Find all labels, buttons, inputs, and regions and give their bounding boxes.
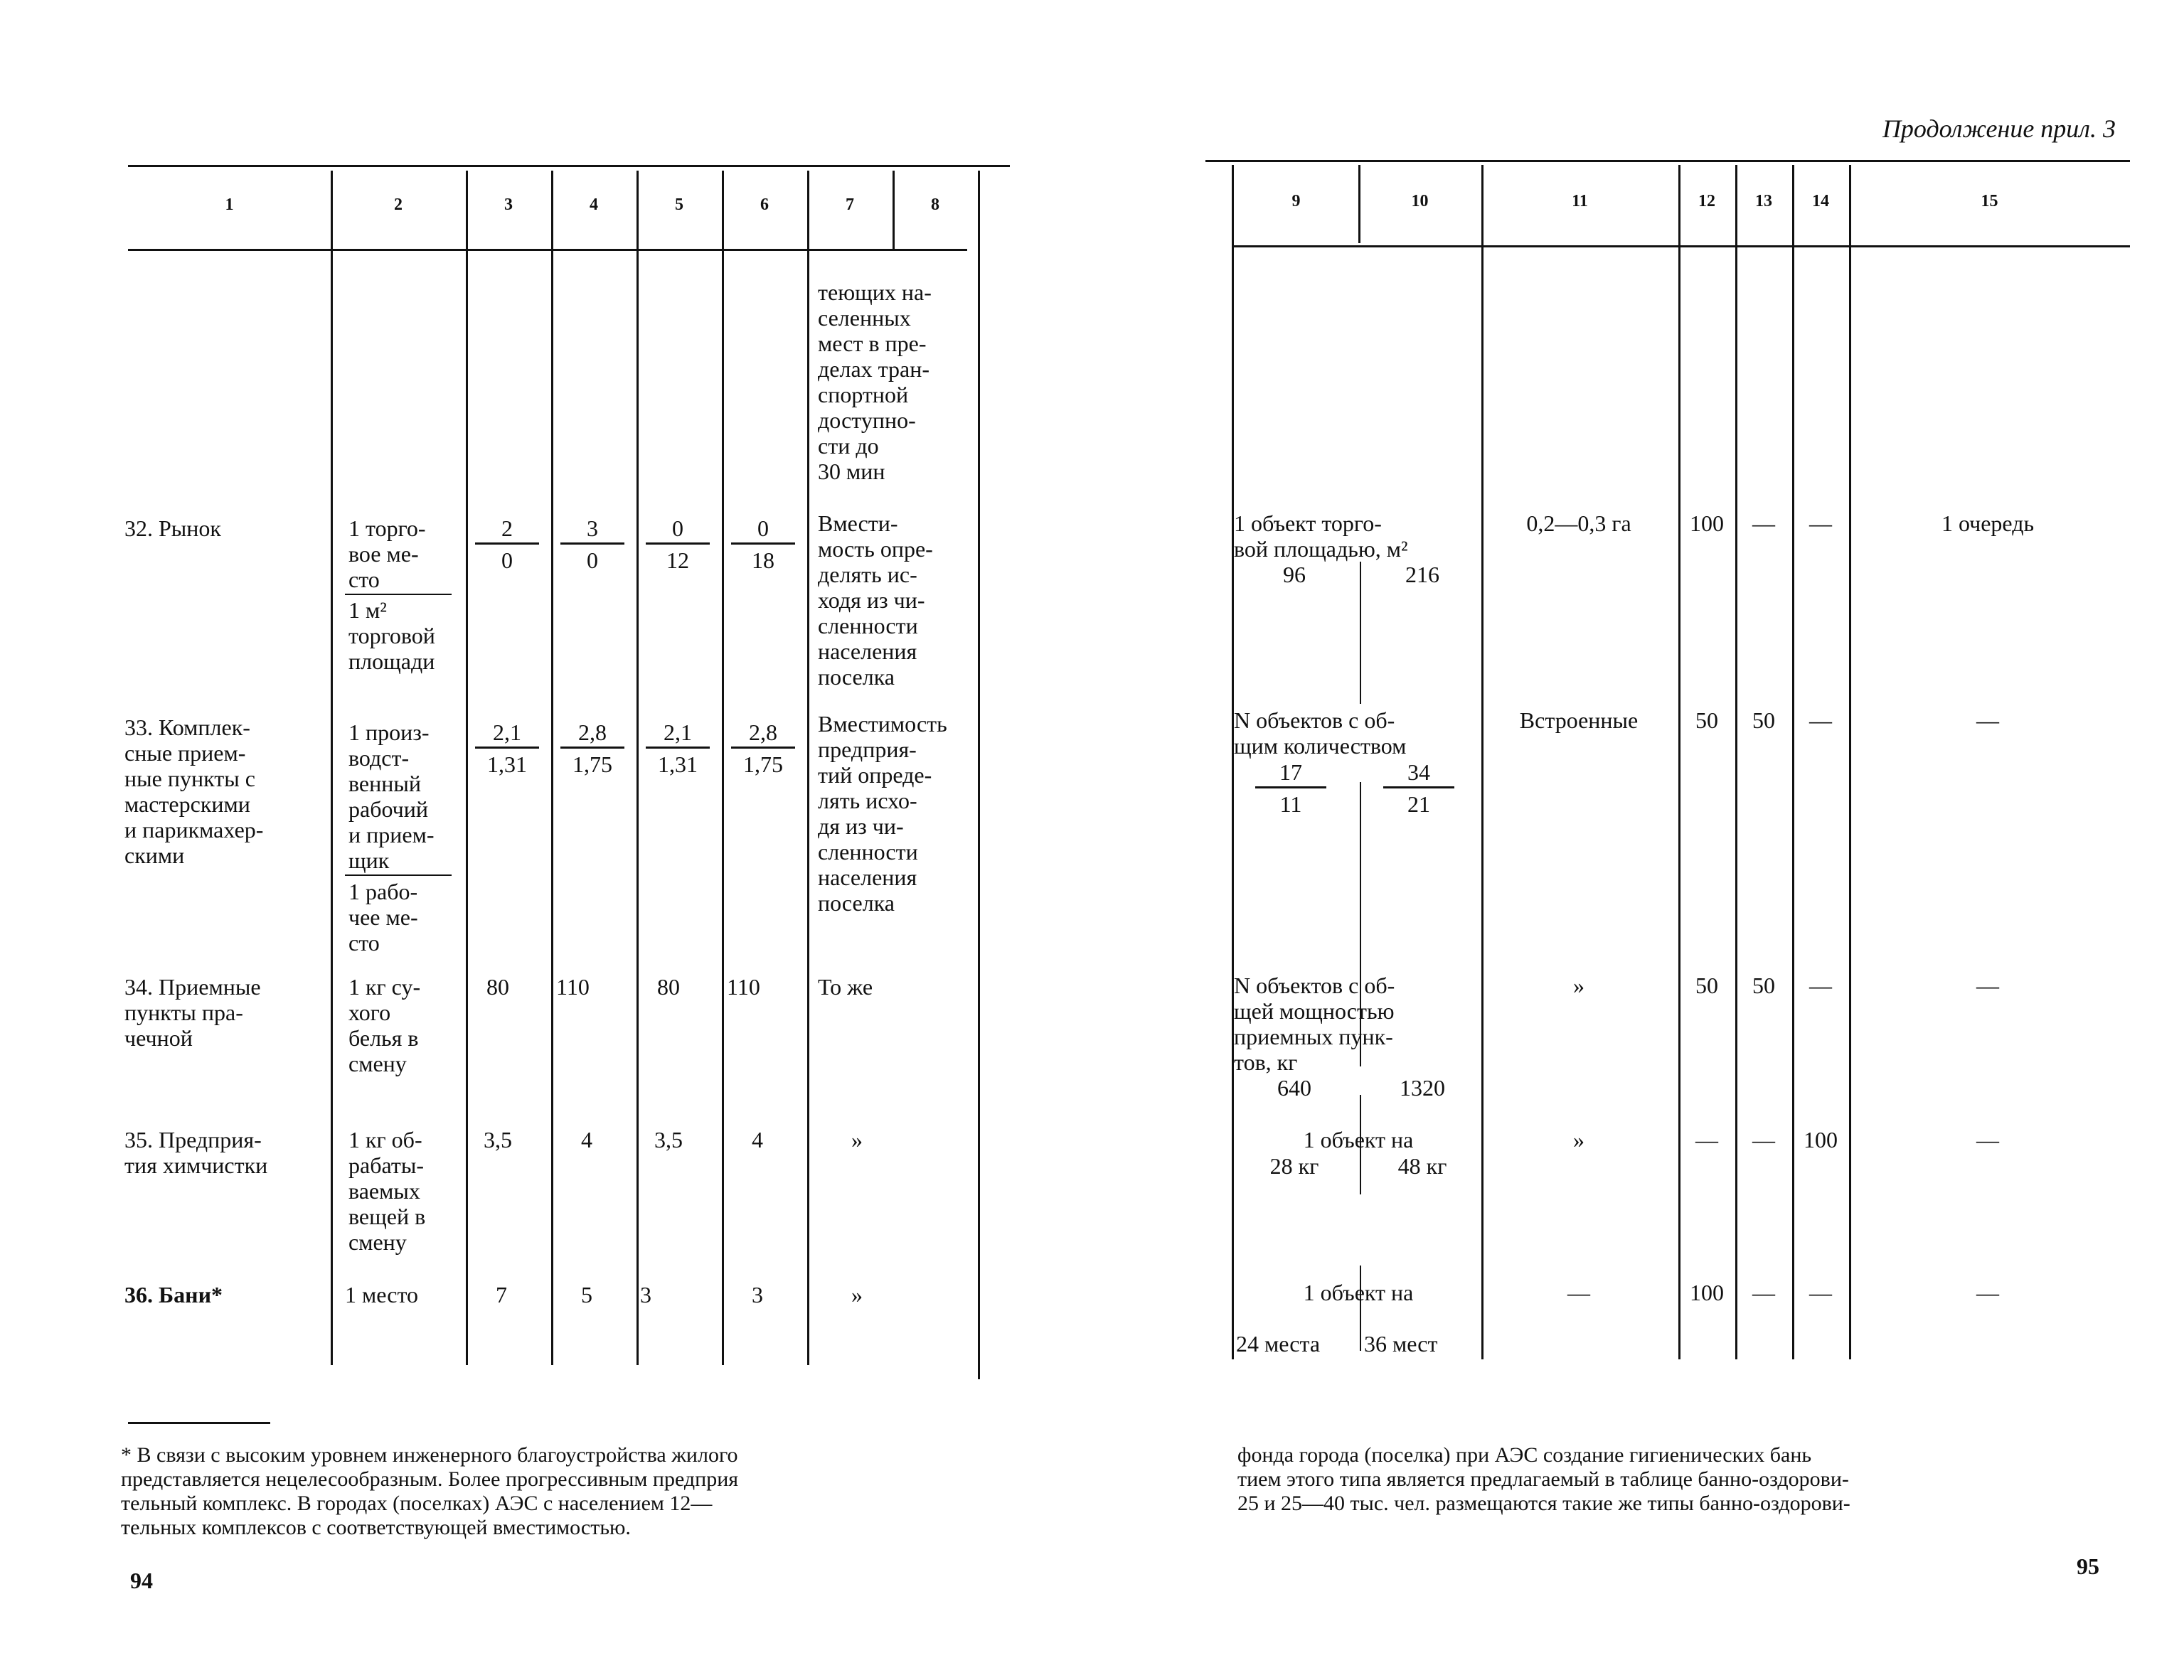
fraction-denominator: 11 [1279,791,1302,817]
fraction-denominator: 0 [501,547,513,573]
fraction-numerator: 2,8 [560,719,624,749]
row-35-unit: 1 кг об- рабаты- ваемых вещей в смену [348,1127,426,1255]
row-32-c9: 96 [1283,562,1306,587]
fraction-numerator: 2 [475,515,539,545]
row-36-c5: 3 [640,1282,651,1307]
row-33-c15: — [1976,707,1999,733]
col-rule [1849,165,1851,1359]
col-header-10: 10 [1411,192,1429,210]
row-35-c13: — [1752,1127,1775,1152]
table-top-rule [128,165,1010,167]
row-36-c9-10-head: 1 объект на [1303,1280,1414,1305]
row-36-c14: — [1809,1280,1832,1305]
row-33-unit-bottom: 1 рабо- чее ме- сто [348,879,418,956]
row-33-c5 [646,719,710,777]
col-header-4: 4 [590,196,598,214]
col-header-11: 11 [1572,192,1588,210]
row-32-c15: 1 очередь [1941,510,2035,536]
page-number: 95 [2077,1553,2099,1579]
row-33-c9-10-head: N объектов с об- щим количеством [1234,707,1407,759]
fraction-denominator: 1,75 [572,751,612,777]
fraction-denominator: 0 [587,547,598,573]
col-rule [1481,165,1483,1359]
fraction-numerator: 17 [1255,759,1326,788]
row-36-c15: — [1976,1280,1999,1305]
row-36-name: 36. Бани* [124,1282,223,1307]
row-32-unit-divider [345,594,452,595]
row-35-c5: 3,5 [654,1127,683,1152]
footnote: * В связи с высоким уровнем инженерного благоустройства жилого представляется нецелесообразным. Более прогрессивным предприя тельный комплекс. В городах (поселках) АЭС с населением 12— тельных комплексов с соответствующей вместимостью. [121,1443,739,1539]
row-34-c15: — [1976,973,1999,998]
col-rule [466,171,468,1365]
col-header-12: 12 [1698,192,1715,210]
col-header-14: 14 [1812,192,1829,210]
fraction-denominator: 1,31 [658,751,698,777]
footnote-rule [128,1422,270,1424]
row-32-c14: — [1809,510,1832,536]
col-header-15: 15 [1981,192,1998,210]
row-33-c14: — [1809,707,1832,733]
row-34-note: То же [818,974,873,1000]
footnote-continuation: фонда города (поселка) при АЭС создание гигиенических бань тием этого типа является предлагаемый в таблице банно-оздорови- 25 и 25—40 тыс. чел. размещаются такие же типы банно-оздорови- [1237,1443,1850,1515]
row-33-c4 [560,719,624,777]
col-rule [807,171,809,1365]
col-rule [1678,165,1680,1359]
row-32-unit-top: 1 торго- вое ме- сто [348,515,426,592]
col-rule [1232,165,1234,1359]
row-32-c9-10-head: 1 объект торго- вой площадью, м² [1234,510,1408,562]
row-34-c4: 110 [556,974,590,1000]
row-36-c9: 24 места [1236,1331,1321,1357]
fraction-numerator: 2,8 [731,719,795,749]
row-32-name: 32. Рынок [124,515,221,541]
row-36-unit: 1 место [345,1282,419,1307]
fraction-numerator: 2,1 [475,719,539,749]
col-header-8: 8 [931,196,939,214]
continuation-note: теющих на- селенных мест в пре- делах тран- спортной доступно- сти до 30 мин [818,279,932,484]
row-34-unit: 1 кг су- хого белья в смену [348,974,421,1076]
row-34-c5: 80 [657,974,680,1000]
col-header-9: 9 [1291,192,1301,210]
row-34-c6: 110 [727,974,760,1000]
col-header-3: 3 [504,196,513,214]
row-35-c6: 4 [752,1127,763,1152]
row-34-c9: 640 [1277,1075,1311,1101]
row-33-c12: 50 [1695,707,1718,733]
row-32-c4 [560,515,624,573]
fraction-numerator: 0 [731,515,795,545]
col-header-13: 13 [1755,192,1772,210]
row-33-name: 33. Комплек- сные прием- ные пункты с мастерскими и парикмахер- скими [124,715,264,868]
col-header-2: 2 [394,196,403,214]
row-34-c14: — [1809,973,1832,998]
row-32-c13: — [1752,510,1775,536]
continuation-caption: Продолжение прил. 3 [1882,114,2116,143]
fraction-numerator: 0 [646,515,710,545]
row-35-c12: — [1695,1127,1718,1152]
fraction-denominator: 12 [666,547,689,573]
row-33-unit-divider [345,874,452,876]
row-34-c13: 50 [1752,973,1775,998]
col-rule [331,171,333,1365]
row-36-c4: 5 [581,1282,592,1307]
col-rule [722,171,724,1365]
fraction-numerator: 34 [1383,759,1454,788]
row-33-c3 [475,719,539,777]
row-33-c13: 50 [1752,707,1775,733]
row-33-note: Вместимость предприя- тий опреде- лять исхо- дя из чи- сленности населения поселка [818,711,947,916]
page-number: 94 [130,1568,153,1593]
col-rule [636,171,639,1365]
row-32-note: Вмести- мость опре- делять ис- ходя из чи- сленности населения поселка [818,510,933,690]
col-header-7: 7 [846,196,854,214]
row-35-c14: 100 [1804,1127,1838,1152]
row-35-c9: 28 кг [1269,1153,1319,1179]
row-34-c3: 80 [486,974,509,1000]
col-rule [1792,165,1794,1359]
col-header-5: 5 [675,196,683,214]
row-35-c4: 4 [581,1127,592,1152]
row-32-c12: 100 [1690,510,1724,536]
row-35-name: 35. Предприя- тия химчистки [124,1127,268,1178]
row-36-note: » [851,1282,863,1307]
row-32-c3 [475,515,539,573]
row-33-c10 [1383,759,1454,817]
left-page [0,0,1053,1680]
fraction-numerator: 3 [560,515,624,545]
row-36-c13: — [1752,1280,1775,1305]
header-bottom-rule [1234,245,2130,247]
row-32-unit-bottom: 1 м² торговой площади [348,597,435,674]
row-33-c9 [1255,759,1326,817]
col-rule [551,171,553,1365]
row-33-c6 [731,719,795,777]
row-34-name: 34. Приемные пункты пра- чечной [124,974,261,1051]
row-34-c9-10-head: N объектов с об- щей мощностью приемных пунк- тов, кг [1234,973,1395,1075]
header-bottom-rule [128,249,967,251]
row-34-c11: » [1573,973,1584,998]
row-34-c12: 50 [1695,973,1718,998]
row-33-unit-top: 1 произ- водст- венный рабочий и прием- щик [348,719,435,873]
row-34-c10: 1320 [1400,1075,1445,1101]
row-32-c10: 216 [1405,562,1439,587]
row-35-c11: » [1573,1127,1584,1152]
fraction-denominator: 18 [752,547,774,573]
row-32-c6 [731,515,795,573]
row-35-note: » [851,1127,863,1152]
row-36-c10: 36 мест [1364,1331,1438,1357]
row-32-c5 [646,515,710,573]
fraction-denominator: 1,75 [743,751,783,777]
col-rule [1735,165,1737,1359]
row-36-c12: 100 [1690,1280,1724,1305]
row-35-c3: 3,5 [484,1127,512,1152]
row-36-c3: 7 [496,1282,507,1307]
row-36-c11: — [1567,1280,1590,1305]
row-33-c11: Встроенные [1519,707,1639,733]
fraction-denominator: 1,31 [487,751,527,777]
row-35-c9-10-head: 1 объект на [1303,1127,1414,1152]
fraction-denominator: 21 [1407,791,1430,817]
row-36-c6: 3 [752,1282,763,1307]
col-header-6: 6 [760,196,769,214]
col-header-1: 1 [225,196,234,214]
row-32-c11: 0,2—0,3 га [1526,510,1631,536]
fraction-numerator: 2,1 [646,719,710,749]
row-35-c15: — [1976,1127,1999,1152]
table-top-rule [1205,160,2130,162]
row-35-c10: 48 кг [1397,1153,1447,1179]
right-page [1166,0,2184,1680]
col-9-10-divider [1360,562,1361,704]
